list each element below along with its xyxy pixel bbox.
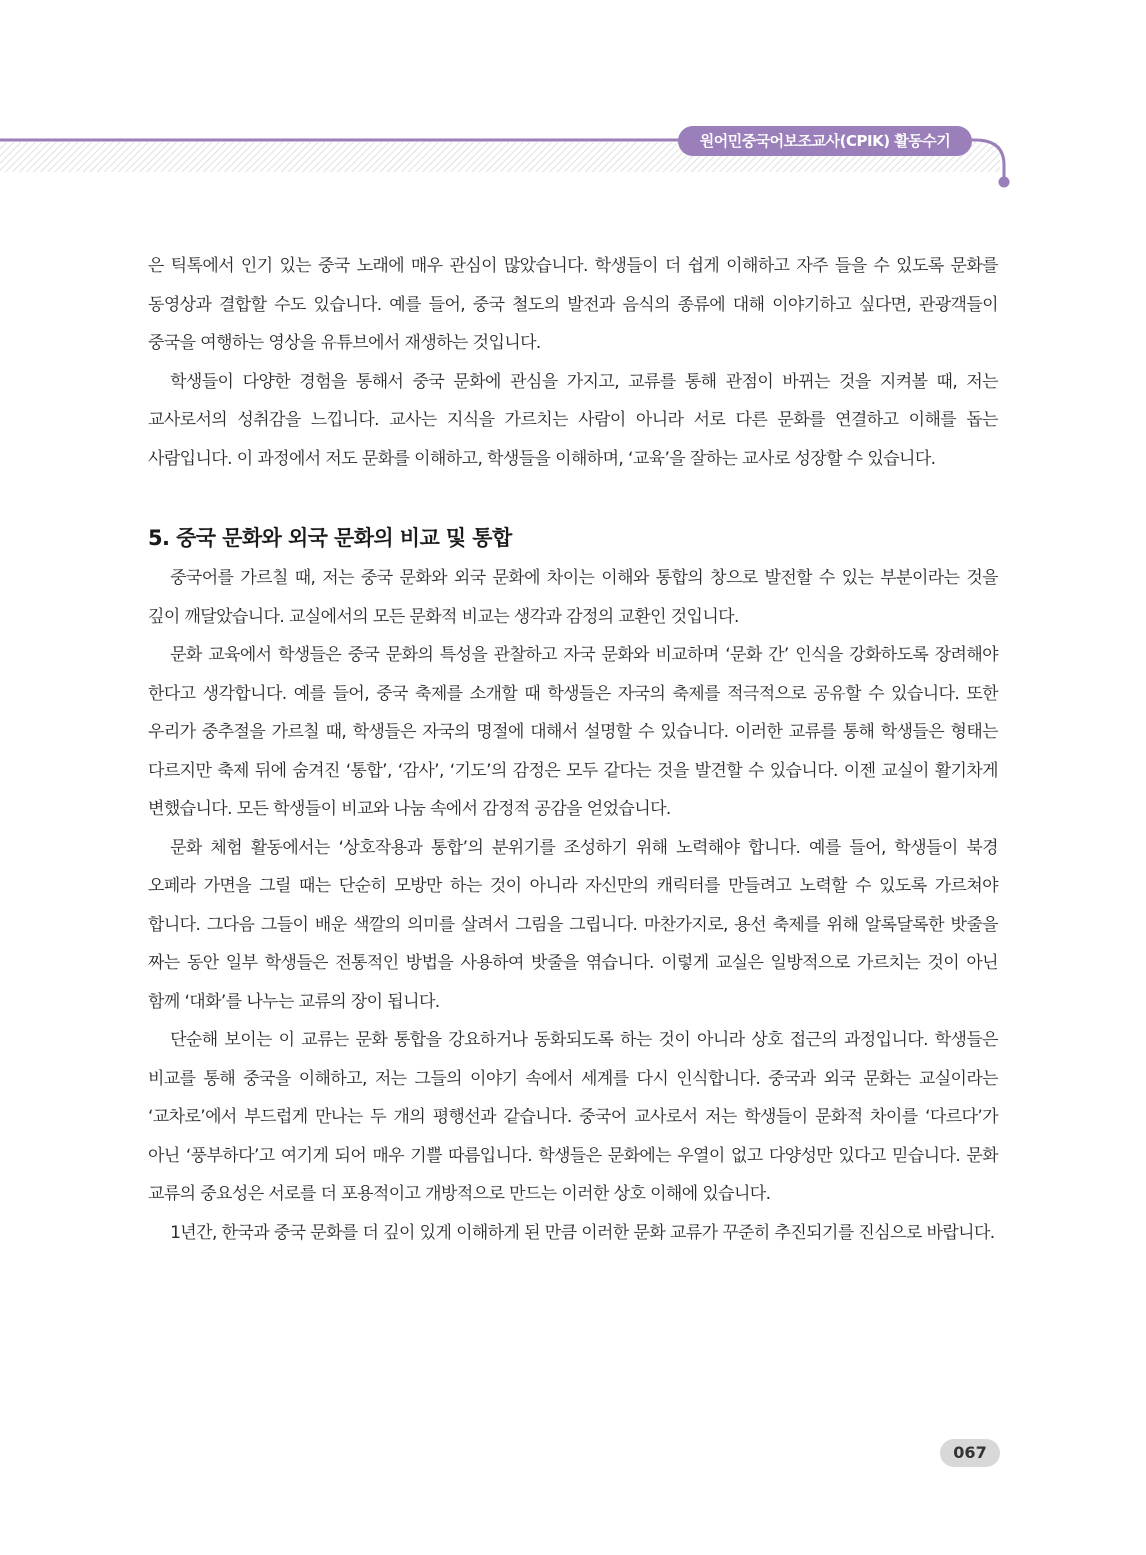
- paragraph: 단순해 보이는 이 교류는 문화 통합을 강요하거나 동화되도록 하는 것이 아니라 상호 접근의 과정입니다. 학생들은 비교를 통해 중국을 이해하고, 저는 그들의 이야기 속에서 세계를 다시 인식합니다. 중국과 외국 문화는 교실이라는 ‘교차로’에서 부드럽게 만나는 두 개의 평행선과 같습니다. 중국어 교사로서 저는 학생들이 문화적 차이를 ‘다르다’가 아닌 ‘풍부하다’고 여기게 되어 매우 기쁠 따름입니다. 학생들은 문화에는 우열이 없고 다양성만 있다고 믿습니다. 문화 교류의 중요성은 서로를 더 포용적이고 개방적으로 만드는 이러한 상호 이해에 있습니다.: [148, 1030, 998, 1204]
- paragraph: 문화 교육에서 학생들은 중국 문화의 특성을 관찰하고 자국 문화와 비교하며 ‘문화 간’ 인식을 강화하도록 장려해야 한다고 생각합니다. 예를 들어, 중국 축제를 소개할 때 학생들은 자국의 축제를 적극적으로 공유할 수 있습니다. 또한 우리가 중추절을 가르칠 때, 학생들은 자국의 명절에 대해서 설명할 수 있습니다. 이러한 교류를 통해 학생들은 형태는 다르지만 축제 뒤에 숨겨진 ‘통합’, ‘감사’, ‘기도’의 감정은 모두 같다는 것을 발견할 수 있습니다. 이젠 교실이 활기차게 변했습니다. 모든 학생들이 비교와 나눔 속에서 감정적 공감을 얻었습니다.: [148, 645, 998, 819]
- page-number: 067: [940, 1439, 1000, 1467]
- paragraph-continued: 은 틱톡에서 인기 있는 중국 노래에 매우 관심이 많았습니다. 학생들이 더 쉽게 이해하고 자주 들을 수 있도록 문화를 동영상과 결합할 수도 있습니다. 예를 들어, 중국 철도의 발전과 음식의 종류에 대해 이야기하고 싶다면, 관광객들이 중국을 여행하는 영상을 유튜브에서 재생하는 것입니다.: [148, 256, 998, 353]
- header-title: 원어민중국어보조교사(CPIK) 활동수기: [699, 132, 951, 150]
- header-end-dot: [999, 177, 1010, 188]
- paragraph: 중국어를 가르칠 때, 저는 중국 문화와 외국 문화에 차이는 이해와 통합의 창으로 발전할 수 있는 부분이라는 것을 깊이 깨달았습니다. 교실에서의 모든 문화적 비교는 생각과 감정의 교환인 것입니다.: [148, 568, 998, 627]
- body-content: [148, 247, 998, 1252]
- paragraph: 문화 체험 활동에서는 ‘상호작용과 통합’의 분위기를 조성하기 위해 노력해야 합니다. 예를 들어, 학생들이 북경 오페라 가면을 그릴 때는 단순히 모방만 하는 것이 아니라 자신만의 캐릭터를 만들려고 노력할 수 있도록 가르쳐야 합니다. 그다음 그들이 배운 색깔의 의미를 살려서 그림을 그립니다. 마찬가지로, 용선 축제를 위해 알록달록한 밧줄을 짜는 동안 일부 학생들은 전통적인 방법을 사용하여 밧줄을 엮습니다. 이렇게 교실은 일방적으로 가르치는 것이 아닌 함께 ‘대화’를 나누는 교류의 장이 됩니다.: [148, 837, 998, 1012]
- section-heading: 5. 중국 문화와 외국 문화의 비교 및 통합: [148, 526, 512, 550]
- header-decoration: [0, 0, 1146, 200]
- paragraph: 1년간, 한국과 중국 문화를 더 깊이 있게 이해하게 된 만큼 이러한 문화 교류가 꾸준히 추진되기를 진심으로 바랍니다.: [170, 1222, 995, 1243]
- paragraph: 학생들이 다양한 경험을 통해서 중국 문화에 관심을 가지고, 교류를 통해 관점이 바뀌는 것을 지켜볼 때, 저는 교사로서의 성취감을 느낍니다. 교사는 지식을 가르치는 사람이 아니라 서로 다른 문화를 연결하고 이해를 돕는 사람입니다. 이 과정에서 저도 문화를 이해하고, 학생들을 이해하며, ‘교육’을 잘하는 교사로 성장할 수 있습니다.: [148, 371, 998, 469]
